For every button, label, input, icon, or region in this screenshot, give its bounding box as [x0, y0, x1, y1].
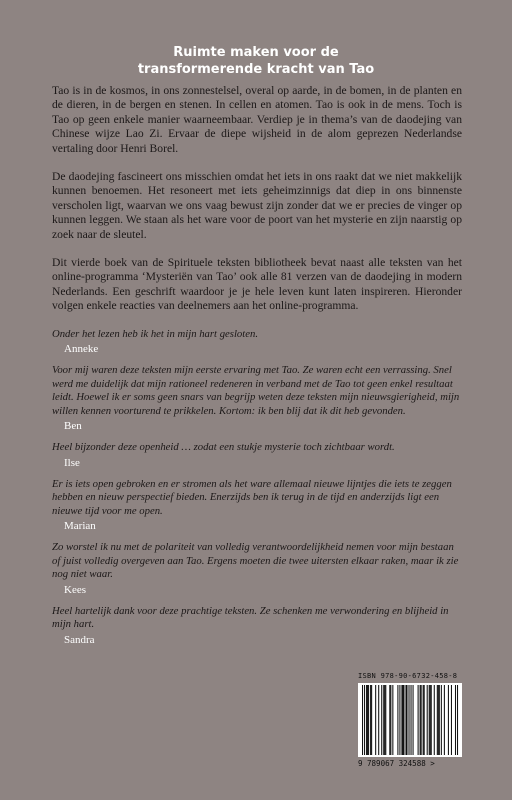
- barcode-bar: [429, 685, 430, 755]
- isbn-label: ISBN 978-90-6732-458-8: [358, 672, 458, 680]
- barcode-bar: [441, 685, 442, 755]
- barcode-bar: [392, 685, 393, 755]
- barcode-digits: 9 789067 324588 >: [358, 759, 435, 768]
- testimonial-quote: Heel bijzonder deze openheid … zodat een stukje mysterie toch zichtbaar wordt.: [52, 441, 395, 454]
- barcode-icon: [358, 683, 462, 757]
- barcode-bar: [434, 685, 435, 755]
- paragraph-1: Tao is in de kosmos, in ons zonnestelsel, overal op aarde, in de bomen, in de planten en de dieren, in de bergen en stenen. In cellen en atomen. Tao is ook in de mens. Toch is Tao op geen enkele manier waarneembaar. Verdiep je in thema’s van de daodejing van Chinese wijze Lao Zi. Ervaar de diepe wijsheid in de alom geprezen Nederlandse vertaling door Henri Borel.: [52, 84, 462, 155]
- testimonial-quote: Heel hartelijk dank voor deze prachtige teksten. Ze schenken me verwondering en blijheid in mijn hart.: [52, 604, 449, 631]
- barcode-bar: [406, 685, 407, 755]
- barcode-bar: [455, 685, 456, 755]
- testimonial-quote: Voor mij waren deze teksten mijn eerste ervaring met Tao. Ze waren echt een verrassing. Snel werd me duidelijk dat mijn rationeel redeneren in verband met de Tao tot geen enkel resultaat leidt. Hoewel ik er soms geen snars van begrijp weten deze teksten mijn nieuwsgierigheid, mijn willen kennen voorturend te prikkelen. Kortom: ik ben blij dat ik dit heb gevonden.: [52, 364, 460, 417]
- barcode-bar: [403, 685, 404, 755]
- barcode-bar: [420, 685, 421, 755]
- barcode-bar: [364, 685, 365, 755]
- barcode-bar: [408, 685, 409, 755]
- barcode-bar: [424, 685, 425, 755]
- testimonial-quote: Er is iets open gebroken en er stromen als het ware allemaal nieuwe lijntjes die iets te zeggen hebben en nieuw perspectief bieden. Enerzijds ben ik terug in de tijd en anderzijds ligt een nieuwe tijd voor me open.: [52, 477, 452, 517]
- barcode-bar: [371, 685, 372, 755]
- barcode-bar: [384, 685, 385, 755]
- barcode-bar: [444, 685, 445, 755]
- barcode-bar: [437, 685, 438, 755]
- barcode-bar: [385, 685, 386, 755]
- barcode-bar: [423, 685, 424, 755]
- barcode-bar: [413, 685, 414, 755]
- barcode-bar: [451, 685, 452, 755]
- testimonial-name: Kees: [64, 583, 86, 596]
- barcode-bar: [381, 685, 382, 755]
- blurb: [52, 84, 462, 655]
- testimonial-quote: Onder het lezen heb ik het in mijn hart gesloten.: [52, 327, 258, 340]
- barcode-bar: [430, 685, 431, 755]
- barcode-bar: [389, 685, 390, 755]
- barcode-bar: [411, 685, 412, 755]
- barcode-bar: [397, 685, 398, 755]
- testimonial-name: Sandra: [64, 633, 95, 646]
- barcode-bar: [405, 685, 406, 755]
- testimonial-name: Ben: [64, 420, 82, 433]
- barcode-bar: [427, 685, 428, 755]
- barcode-bar: [370, 685, 371, 755]
- barcode-bar: [362, 685, 363, 755]
- testimonial-name: Marian: [64, 520, 96, 533]
- barcode-bar: [383, 685, 384, 755]
- barcode-bar: [401, 685, 402, 755]
- barcode-bar: [439, 685, 440, 755]
- barcode-bar: [457, 685, 458, 755]
- paragraph-2: De daodejing fascineert ons misschien omdat het iets in ons raakt dat we niet makkelijk kunnen benoemen. Het resoneert met iets geheimzinnigs dat diep in ons binnenste verscholen ligt, waarvan we ons vaag bewust zijn zonder dat we er precies de vinger op kunnen leggen. We staan als het ware voor de poort van het mysterie en zijn naarstig op zoek naar de sleutel.: [52, 170, 462, 241]
- barcode-bar: [431, 685, 432, 755]
- testimonial-name: Ilse: [64, 456, 80, 469]
- barcode-bar: [368, 685, 369, 755]
- barcode-bar: [399, 685, 400, 755]
- paragraph-3: Dit vierde boek van de Spirituele teksten bibliotheek bevat naast alle teksten van het online-programma ‘Mysteriën van Tao’ ook alle 81 verzen van de daodejing in modern Nederlands. Een geschrift waardoor je je hele leven kunt laten inspireren. Hieronder volgen enkele reacties van deelnemers aan het online-programma.: [52, 256, 462, 313]
- testimonial-name: Anneke: [64, 343, 99, 356]
- barcode-bar: [448, 685, 449, 755]
- barcode-bar: [367, 685, 368, 755]
- barcode-bar: [421, 685, 422, 755]
- heading-line-1: Ruimte maken voor de: [173, 45, 339, 60]
- testimonials: [52, 328, 462, 647]
- barcode-bar: [402, 685, 403, 755]
- isbn-barcode: [358, 672, 462, 768]
- barcode-bar: [418, 685, 419, 755]
- barcode-bar: [390, 685, 391, 755]
- cover-heading: [0, 44, 512, 78]
- barcode-bar: [438, 685, 439, 755]
- barcode-bar: [375, 685, 376, 755]
- heading-line-2: transformerende kracht van Tao: [137, 62, 375, 77]
- barcode-bar: [378, 685, 379, 755]
- barcode-bar: [366, 685, 367, 755]
- testimonial-quote: Zo worstel ik nu met de polariteit van volledig verantwoordelijkheid nemen voor mijn bestaan of juist volledig overgeven aan Tao. Ergens moeten die twee uitersten elkaar raken, maar ik zie nog niet waar.: [52, 541, 459, 581]
